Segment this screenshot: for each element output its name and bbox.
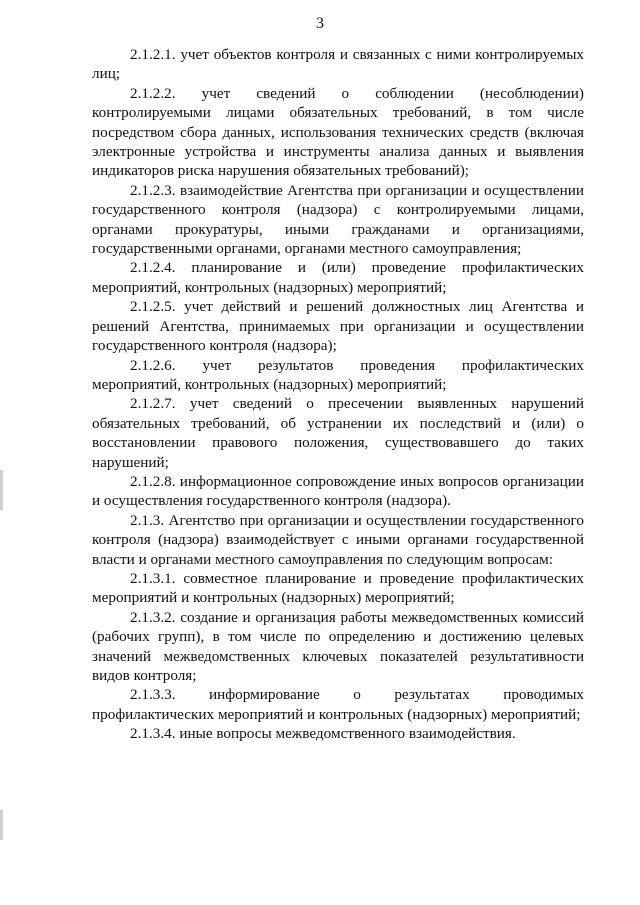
scan-edge-mark-upper bbox=[0, 470, 3, 510]
scan-edge-mark-lower bbox=[0, 810, 3, 840]
paragraph-2-1-2-6: 2.1.2.6. учет результатов проведения профилактических мероприятий, контрольных (надзорных) мероприятий; bbox=[92, 356, 584, 393]
paragraph-2-1-2-2: 2.1.2.2. учет сведений о соблюдении (несоблюдении) контролируемыми лицами обязательных требований, в том числе посредством сбора данных, использования технических средств (включая электронные устройства и инструменты анализа данных и выявления индикаторов риска нарушения обязательных требований); bbox=[92, 84, 584, 180]
paragraph-2-1-3: 2.1.3. Агентство при организации и осуществлении государственного контроля (надзора) взаимодействует с иными органами государственной власти и органами местного самоуправления по следующим вопросам: bbox=[92, 511, 584, 568]
paragraph-2-1-2-1: 2.1.2.1. учет объектов контроля и связанных с ними контролируемых лиц; bbox=[92, 46, 584, 83]
paragraph-2-1-3-4: 2.1.3.4. иные вопросы межведомственного взаимодействия. bbox=[130, 725, 516, 743]
paragraph-2-1-3-1: 2.1.3.1. совместное планирование и проведение профилактических мероприятий и контрольных (надзорных) мероприятий; bbox=[92, 569, 584, 607]
paragraph-2-1-2-5: 2.1.2.5. учет действий и решений должностных лиц Агентства и решений Агентства, принимаемых при организации и осуществлении государственного контроля (надзора); bbox=[92, 298, 584, 355]
paragraph-2-1-3-2: 2.1.3.2. создание и организация работы межведомственных комиссий (рабочих групп), в том числе по определению и достижению целевых значений межведомственных ключевых показателей результативности видов контроля; bbox=[92, 608, 584, 684]
paragraph-2-1-2-8: 2.1.2.8. информационное сопровождение иных вопросов организации и осуществления государственного контроля (надзора). bbox=[92, 472, 584, 510]
paragraph-2-1-3-3: 2.1.3.3. информирование о результатах проводимых профилактических мероприятий и контрольных (надзорных) мероприятий; bbox=[92, 686, 584, 723]
page-number: 3 bbox=[316, 15, 324, 32]
paragraph-2-1-2-4: 2.1.2.4. планирование и (или) проведение профилактических мероприятий, контрольных (надзорных) мероприятий; bbox=[92, 259, 584, 296]
paragraph-2-1-2-3: 2.1.2.3. взаимодействие Агентства при организации и осуществлении государственного контроля (надзора) с контролируемыми лицами, органами прокуратуры, иными гражданами и организациями, государственными органами, органами местного самоуправления; bbox=[92, 181, 584, 258]
document-body bbox=[92, 45, 584, 744]
paragraph-2-1-2-7: 2.1.2.7. учет сведений о пресечении выявленных нарушений обязательных требований, об устранении их последствий и (или) о восстановлении правового положения, существовавшего до таких нарушений; bbox=[92, 395, 584, 471]
